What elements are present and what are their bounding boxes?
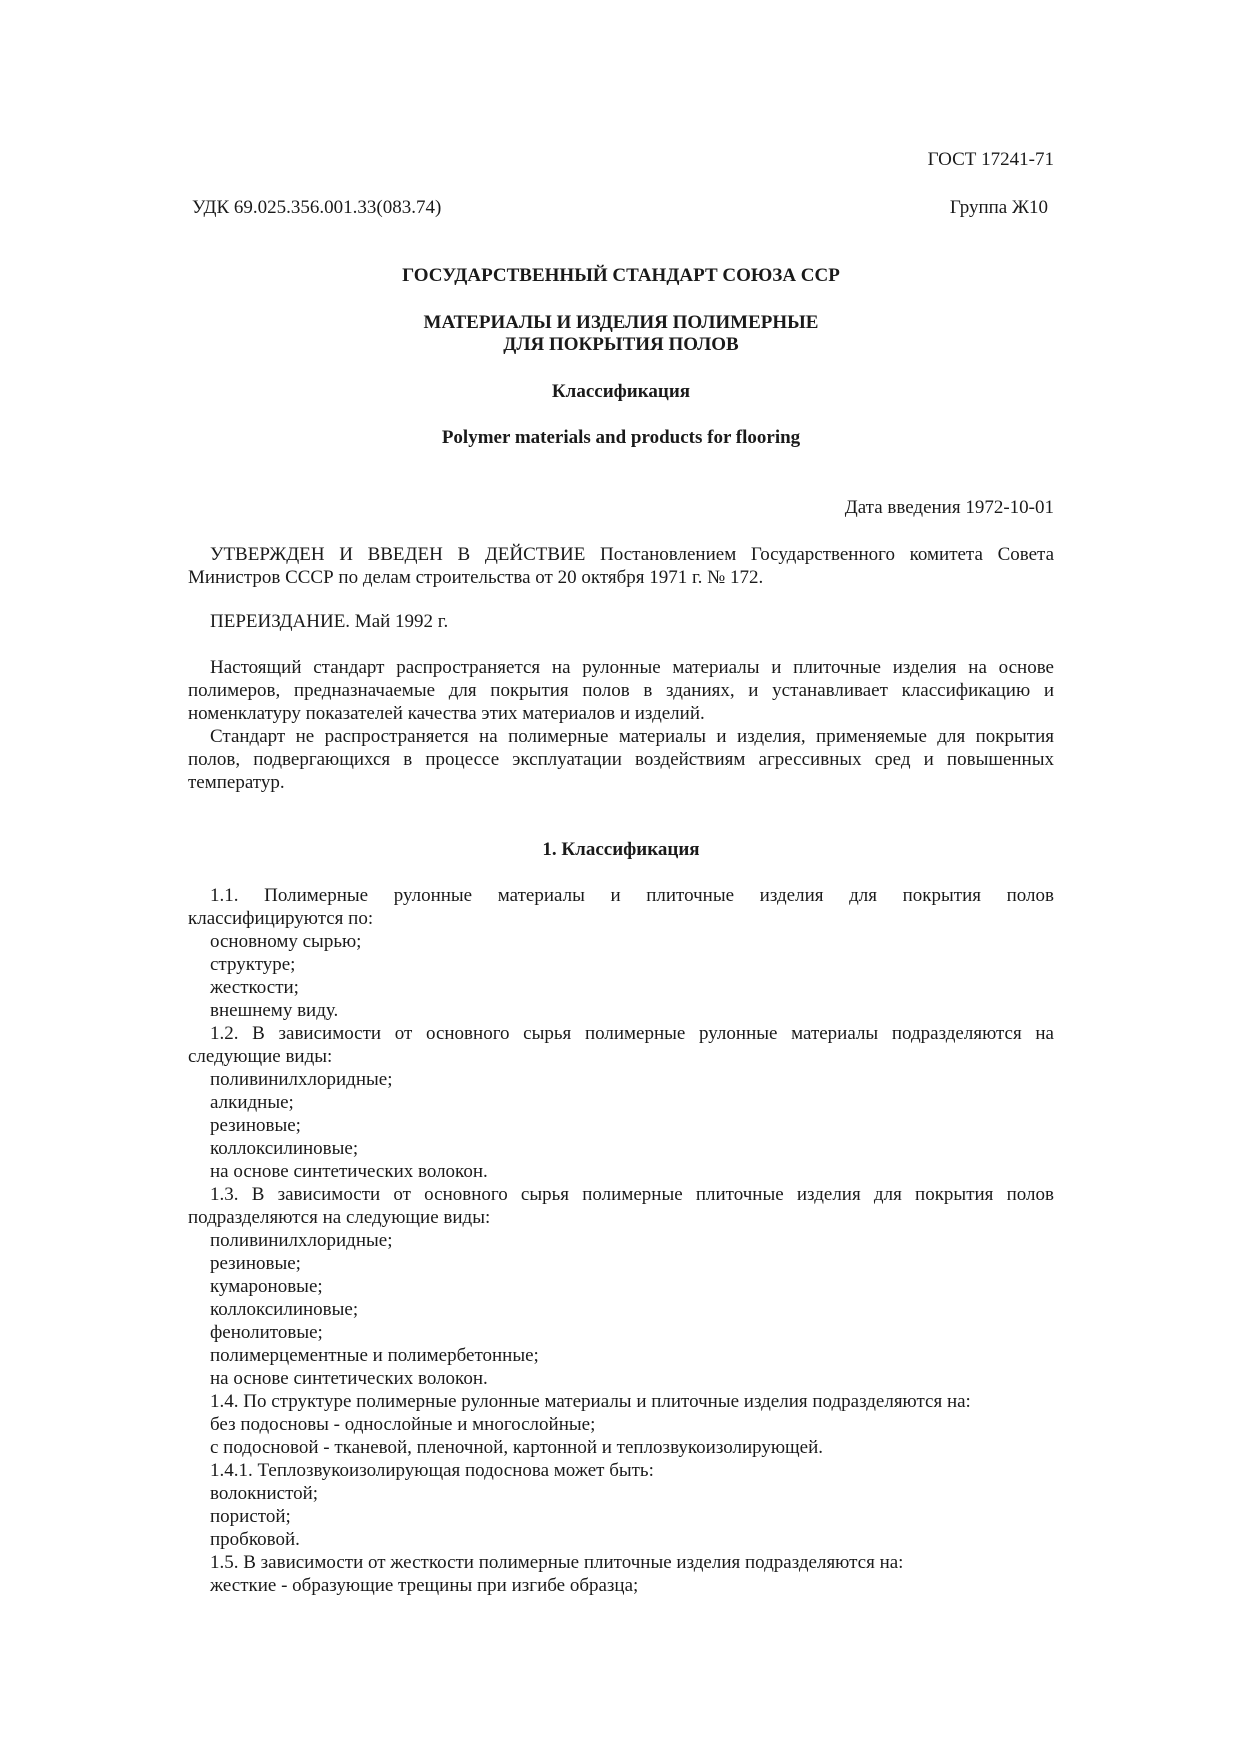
clause-1-1-line2: классифицируются по: <box>188 908 374 929</box>
exclusion-paragraph: Стандарт не распространяется на полимерные материалы и изделия, применяемые для покрытия полов, подвергающихся в процессе эксплуатации воздействиям агрессивных сред и повышенных температур. <box>188 726 1054 793</box>
list-item: резиновые; <box>210 1253 301 1274</box>
clause-1-1-line1: 1.1. Полимерные рулонные материалы и плиточные изделия для покрытия полов <box>210 885 1054 906</box>
gost-number: ГОСТ 17241-71 <box>927 149 1054 170</box>
clause-1-4-1: 1.4.1. Теплозвукоизолирующая подоснова может быть: <box>210 1460 654 1481</box>
list-item: внешнему виду. <box>210 1000 339 1021</box>
list-item: на основе синтетических волокон. <box>210 1161 488 1182</box>
group-code: Группа Ж10 <box>949 197 1048 218</box>
standard-title: ГОСУДАРСТВЕННЫЙ СТАНДАРТ СОЮЗА ССР <box>402 265 840 286</box>
scope-paragraph: Настоящий стандарт распространяется на рулонные материалы и плиточные изделия на основе полимеров, предназначаемые для покрытия полов в зданиях, и устанавливает классификацию и номенклатуру показателей качества этих материалов и изделий. <box>188 657 1054 724</box>
approval-paragraph: УТВЕРЖДЕН И ВВЕДЕН В ДЕЙСТВИЕ Постановлением Государственного комитета Совета Министров СССР по делам строительства от 20 октября 1971 г. № 172. <box>188 544 1054 588</box>
list-item: поливинилхлоридные; <box>210 1230 393 1251</box>
list-item: волокнистой; <box>210 1483 319 1504</box>
introduction-date: Дата введения 1972-10-01 <box>844 497 1054 518</box>
document-title-line2: ДЛЯ ПОКРЫТИЯ ПОЛОВ <box>503 334 739 355</box>
reissue-note: ПЕРЕИЗДАНИЕ. Май 1992 г. <box>210 611 449 632</box>
section-heading: 1. Классификация <box>542 839 700 860</box>
udk-code: УДК 69.025.356.001.33(083.74) <box>192 197 442 218</box>
clause-1-3-line1: 1.3. В зависимости от основного сырья полимерные плиточные изделия для покрытия полов <box>210 1184 1054 1205</box>
list-item: жесткие - образующие трещины при изгибе образца; <box>210 1575 639 1596</box>
list-item: алкидные; <box>210 1092 294 1113</box>
list-item: основному сырью; <box>210 931 362 952</box>
list-item: коллоксилиновые; <box>210 1299 359 1320</box>
list-item: с подосновой - тканевой, пленочной, картонной и теплозвукоизолирующей. <box>210 1437 824 1458</box>
clause-1-4: 1.4. По структуре полимерные рулонные материалы и плиточные изделия подразделяются на: <box>210 1391 971 1412</box>
list-item: поливинилхлоридные; <box>210 1069 393 1090</box>
list-item: на основе синтетических волокон. <box>210 1368 488 1389</box>
clause-1-5: 1.5. В зависимости от жесткости полимерные плиточные изделия подразделяются на: <box>210 1552 904 1573</box>
list-item: коллоксилиновые; <box>210 1138 359 1159</box>
document-title-line1: МАТЕРИАЛЫ И ИЗДЕЛИЯ ПОЛИМЕРНЫЕ <box>423 312 819 333</box>
clause-1-2-line2: следующие виды: <box>188 1046 333 1067</box>
list-item: фенолитовые; <box>210 1322 323 1343</box>
list-item: кумароновые; <box>210 1276 323 1297</box>
document-subtitle: Классификация <box>551 381 691 402</box>
list-item: жесткости; <box>210 977 299 998</box>
clause-1-2-line1: 1.2. В зависимости от основного сырья полимерные рулонные материалы подразделяются на <box>210 1023 1054 1044</box>
list-item: без подосновы - однослойные и многослойные; <box>210 1414 596 1435</box>
list-item: резиновые; <box>210 1115 301 1136</box>
list-item: полимерцементные и полимербетонные; <box>210 1345 539 1366</box>
list-item: структуре; <box>210 954 296 975</box>
list-item: пористой; <box>210 1506 291 1527</box>
english-title: Polymer materials and products for flooring <box>441 427 801 448</box>
list-item: пробковой. <box>210 1529 300 1550</box>
clause-1-3-line2: подразделяются на следующие виды: <box>188 1207 491 1228</box>
